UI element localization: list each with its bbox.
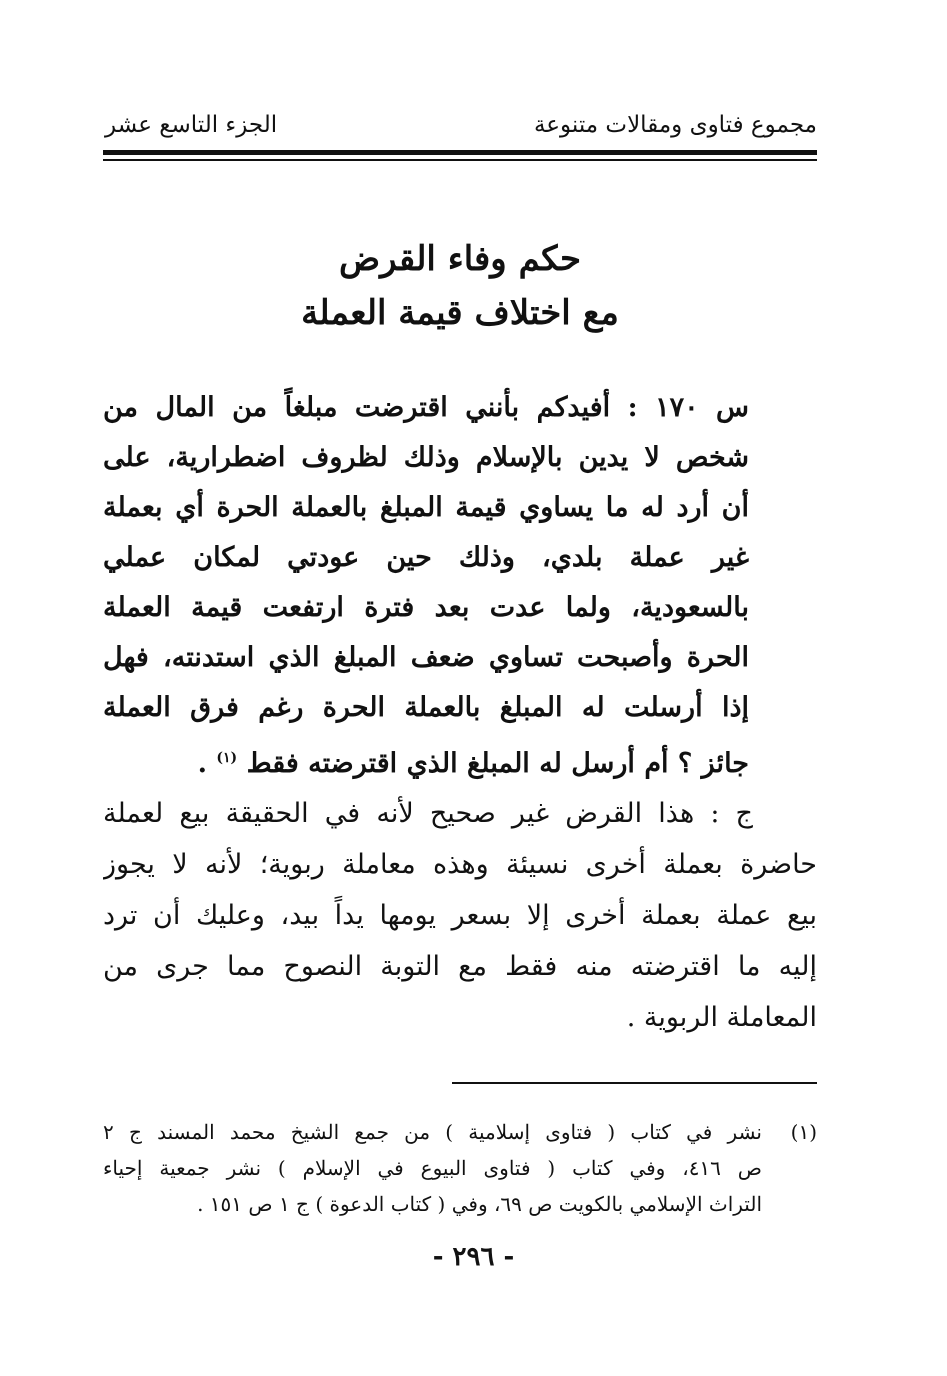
title-line-1: حكم وفاء القرض [339, 239, 581, 279]
question-line: س ١٧٠ : أفيدكم بأنني اقترضت مبلغاً من المال من [103, 392, 749, 423]
fatwa-title [103, 232, 817, 340]
running-header [105, 112, 817, 148]
question-line: أن أرد له ما يساوي قيمة المبلغ بالعملة الحرة أي بعملة [103, 492, 749, 523]
answer-last-line: المعاملة الربوية . [626, 1002, 817, 1033]
question-last-text: جائز ؟ أم أرسل له المبلغ الذي اقترضته فقط [246, 748, 749, 779]
footnote-line: ص ٤١٦، وفي كتاب ( فتاوى البيوع في الإسلام ) نشر جمعية إحياء [103, 1156, 762, 1180]
footnote [103, 1114, 817, 1222]
question-line: بالسعودية، ولما عدت بعد فترة ارتفعت قيمة العملة [103, 592, 749, 623]
question-line: شخص لا يدين بالإسلام وذلك لظروف اضطرارية، على [103, 442, 749, 473]
answer-line: حاضرة بعملة أخرى نسيئة وهذه معاملة ربوية؛ لأنه لا يجوز [103, 849, 817, 880]
footnote-body [103, 1114, 762, 1222]
question-paragraph [103, 383, 749, 783]
footnote-last-line: التراث الإسلامي بالكويت ص ٦٩، وفي ( كتاب الدعوة ) ج ١ ص ١٥١ . [197, 1192, 762, 1216]
footnote-number: (١) [790, 1120, 817, 1144]
footnote-reference: (١) [216, 750, 238, 766]
answer-line: ج : هذا القرض غير صحيح لأنه في الحقيقة بيع لعملة [103, 798, 753, 829]
header-rule-thick [103, 150, 817, 155]
book-title: مجموع فتاوى ومقالات متنوعة [533, 112, 817, 138]
question-line: إذا أرسلت له المبلغ بالعملة الحرة رغم فرق العملة [103, 692, 749, 723]
answer-line: إليه ما اقترضته منه فقط مع التوبة النصوح مما جرى من [103, 951, 817, 982]
question-line: الحرة وأصبحت تساوي ضعف المبلغ الذي استدنته، فهل [103, 642, 749, 673]
question-end-punct: . [197, 748, 207, 779]
title-line-2: مع اختلاف قيمة العملة [301, 293, 619, 333]
question-last-line [103, 733, 749, 783]
page-number: - ٢٩٦ - [432, 1242, 515, 1272]
header-rule-thin [103, 159, 817, 161]
footnote-line: نشر في كتاب ( فتاوى إسلامية ) من جمع الشيخ محمد المسند ج ٢ [103, 1120, 762, 1144]
footnote-separator [452, 1082, 817, 1084]
answer-line: بيع عملة بعملة أخرى إلا بسعر يومها يداً بيد، وعليك أن ترد [103, 900, 817, 931]
answer-paragraph [103, 788, 817, 1043]
volume-label: الجزء التاسع عشر [105, 112, 278, 138]
question-line: غير عملة بلدي، وذلك حين عودتي لمكان عملي [103, 542, 749, 573]
